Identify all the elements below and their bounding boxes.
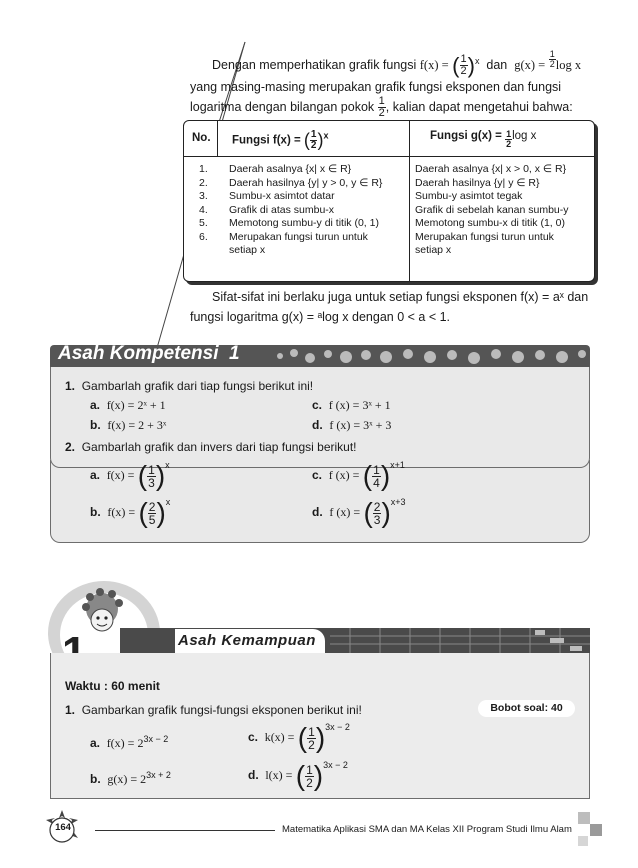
kemampuan-d: d. l(x) = ( $\frac{1}{2}$ )$^{3x - 2}$: [248, 760, 348, 791]
intro-line-2: yang masing-masing merupakan grafik fungsi eksponen dan fungsi: [190, 80, 562, 94]
dotted-texture: [270, 345, 590, 367]
kompetensi-q2-c: c. f (x) = ( $\frac{1}{4}$ )$^{x+1}$: [312, 460, 405, 491]
footer-rule: [95, 830, 275, 831]
waktu-label: Waktu : 60 menit: [65, 679, 160, 693]
header-fungsi-f: Fungsi f(x) = ( $\frac{1}{2}$ )$^x$: [232, 129, 329, 151]
kemampuan-a: a. $f(x) = 2^{3x - 2}$: [90, 734, 169, 750]
grid-texture: [330, 628, 590, 653]
kompetensi-q1-b: b. f(x) = 2 + 3ˣ: [90, 418, 167, 432]
kompetensi-q2: 2. Gambarlah grafik dan invers dari tiap fungsi berikut!: [65, 440, 357, 454]
kompetensi-title: Asah Kompetensi 1: [58, 343, 240, 364]
kompetensi-q2-a: a. f(x) = ( $\frac{1}{3}$ )$^x$: [90, 460, 170, 491]
after-table-line-1: Sifat-sifat ini berlaku juga untuk setiap fungsi eksponen f(x) = aˣ dan: [212, 290, 589, 304]
kompetensi-q2-b: b. f(x) = ( $\frac{2}{5}$ )$^x$: [90, 497, 171, 528]
kompetensi-q1-c: c. f (x) = 3ˣ + 1: [312, 398, 391, 412]
kemampuan-title: Asah Kemampuan: [178, 632, 316, 649]
f-properties: Daerah asalnya {x| x ∈ R} Daerah hasilnya {y| y > 0, y ∈ R} Sumbu-x asimtot datar Grafik di atas sumbu-x Memotong sumbu-y di titik (0, 1) Merupakan fungsi turun untuk setiap x: [229, 163, 383, 256]
kemampuan-b: b. $g(x) = 2^{3x + 2}$: [90, 770, 171, 786]
properties-table: [183, 120, 595, 282]
header-no: No.: [192, 132, 211, 144]
intro-line-3: logaritma dengan bilangan pokok $\frac{1}{2}$ , kalian dapat mengetahui bahwa:: [190, 95, 573, 120]
kompetensi-q1-d: d. f (x) = 3ˣ + 3: [312, 418, 392, 432]
footer-squares: [578, 812, 604, 846]
page-number: 164: [55, 822, 71, 833]
g-properties: Daerah asalnya {x| x > 0, x ∈ R} Daerah hasilnya {y| y ∈ R} Sumbu-y asimtot tegak Grafik di sebelah kanan sumbu-y Memotong sumbu-x di titik (1, 0) Merupakan fungsi turun untuk setiap x: [415, 163, 569, 256]
kemampuan-c: c. k(x) = ( $\frac{1}{2}$ )$^{3x - 2}$: [248, 722, 350, 753]
bobot-badge: Bobot soal: 40: [478, 700, 575, 717]
after-table-line-2: fungsi logaritma g(x) = ᵃlog x dengan 0 < a < 1.: [190, 310, 451, 324]
row-numbers: 1. 2. 3. 4. 5. 6.: [199, 163, 208, 243]
kemampuan-q1: 1. Gambarkan grafik fungsi-fungsi eksponen berikut ini!: [65, 703, 362, 717]
header-fungsi-g: Fungsi g(x) = $\frac{1}{2}$ log x: [430, 129, 537, 149]
kompetensi-q1: 1. Gambarlah grafik dari tiap fungsi berikut ini!: [65, 379, 314, 393]
kompetensi-q1-a: a. f(x) = 2ˣ + 1: [90, 398, 166, 412]
intro-line-1: Dengan memperhatikan grafik fungsi f(x) = ( $\frac{1}{2}$ )$^x$ dan g(x) = $\frac{1}{2}$ log x: [212, 49, 582, 78]
footer-text: Matematika Aplikasi SMA dan MA Kelas XII Program Studi Ilmu Alam: [282, 824, 572, 835]
kompetensi-q2-d: d. f (x) = ( $\frac{2}{3}$ )$^{x+3}$: [312, 497, 406, 528]
